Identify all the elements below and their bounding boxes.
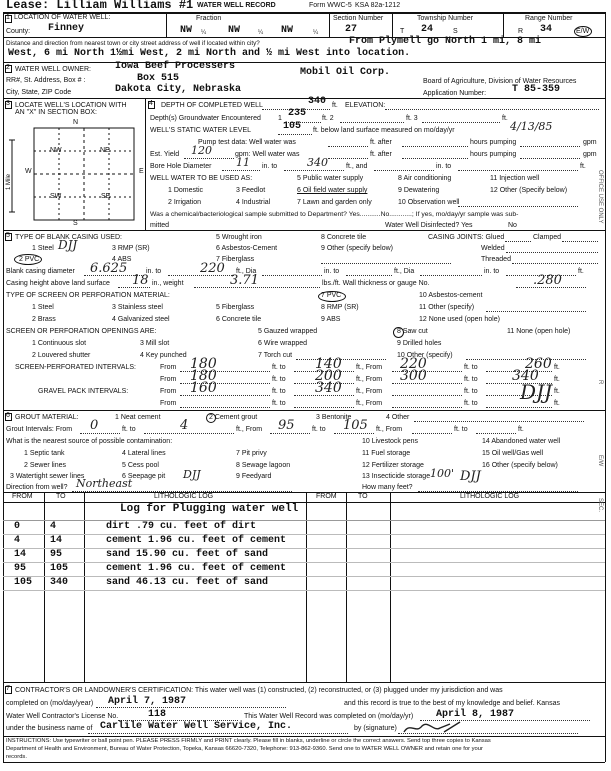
contam-lateral[interactable]: 4 Lateral lines xyxy=(122,450,166,457)
board-label: Board of Agriculture, Division of Water Resources xyxy=(423,78,577,85)
log-litho-header-2: LITHOLOGIC LOG xyxy=(460,493,520,500)
screen-other[interactable]: 11 Other (specify) xyxy=(419,304,475,311)
how-many-label: How many feet? xyxy=(362,484,413,491)
business-label: under the business name of xyxy=(6,725,93,732)
log-row-from: 4 xyxy=(14,535,21,546)
margin-ew: E/W xyxy=(597,455,603,467)
log-row-description: sand 46.13 cu. feet of sand xyxy=(106,577,269,588)
section-1-number: 1 xyxy=(6,14,10,21)
margin-r: R xyxy=(597,380,603,385)
perf-2-to: 200 xyxy=(315,368,342,384)
use-feedlot[interactable]: 3 Feedlot xyxy=(236,187,266,194)
use-industrial[interactable]: 4 Industrial xyxy=(236,199,271,206)
distance-line-2: West, 6 mi North 1½mi West, 2 mi North and ½ mi West into location. xyxy=(8,48,411,59)
contam-livestock[interactable]: 10 Livestock pens xyxy=(362,438,419,445)
openings-label: SCREEN OR PERFORATION OPENINGS ARE: xyxy=(6,328,157,335)
casing-concrete[interactable]: 8 Concrete tile xyxy=(321,234,367,241)
casing-other[interactable]: 9 Other (specify below) xyxy=(321,245,393,252)
casing-rmp[interactable]: 3 RMP (SR) xyxy=(112,245,150,252)
log-litho-header: LITHOLOGIC LOG xyxy=(154,493,214,500)
bore-diameter: 11 xyxy=(236,156,250,169)
section-4-number: 4 xyxy=(149,100,153,107)
gravel-note: DJJ xyxy=(520,380,553,404)
section-number-label: Section Number xyxy=(333,15,384,22)
casing-label: TYPE OF BLANK CASING USED: xyxy=(15,234,122,241)
log-row-from: 0 xyxy=(14,521,21,532)
contam-insecticide[interactable]: 13 Insecticide storage xyxy=(362,473,431,480)
quadrant-se: SE xyxy=(101,193,111,200)
grout-to-2: 105 xyxy=(343,418,368,433)
casing-fiberglass[interactable]: 7 Fiberglass xyxy=(216,256,255,263)
log-row-to: 105 xyxy=(50,563,69,574)
distance-line-1: From Plymell go North 1 mi, 8 mi xyxy=(349,36,542,47)
diameter-value: 6.625 xyxy=(90,261,128,276)
use-injection[interactable]: 11 Injection well xyxy=(490,175,540,182)
casing-wrought[interactable]: 5 Wrought iron xyxy=(216,234,262,241)
log-row-from: 105 xyxy=(14,577,33,588)
county-label: County: xyxy=(6,28,31,35)
location-label: LOCATION OF WATER WELL: xyxy=(14,14,111,21)
distance-label: Distance and direction from nearest town or city street address of well if located within city? xyxy=(6,40,260,47)
opening-wire[interactable]: 6 Wire wrapped xyxy=(258,340,308,347)
opening-louvered[interactable]: 2 Louvered shutter xyxy=(32,352,91,359)
screen-concrete[interactable]: 6 Concrete tile xyxy=(216,316,262,323)
county-value: Finney xyxy=(48,23,85,34)
section-7-number: 7 xyxy=(6,685,10,692)
perf-1-to: 140 xyxy=(315,356,342,372)
section-3-number: 3 xyxy=(6,100,10,107)
log-row-to: 95 xyxy=(50,549,63,560)
log-row-to: 4 xyxy=(50,521,57,532)
use-oil-field[interactable]: 6 Oil field water supply xyxy=(297,187,368,194)
opening-mill[interactable]: 3 Mill slot xyxy=(140,340,170,347)
log-row-description: sand 15.90 cu. feet of sand xyxy=(106,549,269,560)
contam-fuel[interactable]: 11 Fuel storage xyxy=(362,450,411,457)
screen-galvanized[interactable]: 4 Galvanized steel xyxy=(112,316,170,323)
use-domestic[interactable]: 1 Domestic xyxy=(168,187,204,194)
grout-other[interactable]: 4 Other xyxy=(386,414,410,421)
screen-material-label: TYPE OF SCREEN OR PERFORATION MATERIAL: xyxy=(6,292,170,299)
log-row-from: 14 xyxy=(14,549,27,560)
range-label: Range Number xyxy=(525,15,573,22)
use-lawn[interactable]: 7 Lawn and garden only xyxy=(297,199,372,206)
fraction-3: NW xyxy=(281,25,294,36)
use-observation[interactable]: 10 Observation well xyxy=(398,199,460,206)
quadrant-nw: NW xyxy=(50,147,62,154)
compass-s: S xyxy=(73,220,78,227)
distance-feet: 100' xyxy=(430,467,455,480)
township-label: Township Number xyxy=(417,15,474,22)
opening-torch[interactable]: 7 Torch cut xyxy=(258,352,293,359)
perf-1-from: 180 xyxy=(190,356,217,372)
compass-e: E xyxy=(139,168,144,175)
ksa-reference: KSA 82a-1212 xyxy=(355,2,401,9)
opening-continuous[interactable]: 1 Continuous slot xyxy=(32,340,87,347)
screen-stainless[interactable]: 3 Stainless steel xyxy=(112,304,163,311)
direction-label: Direction from well? xyxy=(6,484,68,491)
casing-joints-label: CASING JOINTS: Glued xyxy=(428,234,505,241)
locate-label: LOCATE WELL'S LOCATION WITH xyxy=(15,102,127,109)
log-row-description: dirt .79 cu. feet of dirt xyxy=(106,521,257,532)
owner-name-2: Mobil Oil Corp. xyxy=(300,67,391,78)
log-row-from: 95 xyxy=(14,563,27,574)
casing-abs[interactable]: 4 ABS xyxy=(112,256,132,263)
contam-cess-pool[interactable]: 5 Cess pool xyxy=(122,462,159,469)
grout-bentonite[interactable]: 3 Bentonite xyxy=(316,414,352,421)
perf-2-to-2: 340 xyxy=(512,368,539,384)
contam-lagoon[interactable]: 8 Sewage lagoon xyxy=(236,462,291,469)
groundwater-depth-1: 235 xyxy=(288,108,307,119)
form-number: Form WWC-5 xyxy=(309,2,352,9)
screen-brass[interactable]: 2 Brass xyxy=(32,316,56,323)
perforated-label: SCREEN-PERFORATED INTERVALS: xyxy=(15,364,136,371)
contam-seepage[interactable]: 6 Seepage pit xyxy=(122,473,166,480)
use-dewatering[interactable]: 9 Dewatering xyxy=(398,187,440,194)
instructions-1: INSTRUCTIONS: Use typewriter or ball point pen. PLEASE PRESS FIRMLY and PRINT clearly. Please fill in blanks, underline or circle the correct answers. Send top three copies to Kansas xyxy=(6,738,491,744)
screen-none[interactable]: 12 None used (open hole) xyxy=(419,316,500,323)
business-name: Carlile Water Well Service, Inc. xyxy=(100,721,293,732)
screen-steel[interactable]: 1 Steel xyxy=(32,304,54,311)
grout-cement[interactable]: 2 Cement grout xyxy=(209,414,258,421)
perf-2-from-2: 300 xyxy=(400,368,427,384)
depth-label: DEPTH OF COMPLETED WELL xyxy=(161,102,263,109)
log-from-header: FROM xyxy=(12,493,33,500)
log-row-description: cement 1.96 cu. feet of cement xyxy=(106,535,287,546)
opening-key[interactable]: 4 Key punched xyxy=(140,352,187,359)
static-level-label: WELL'S STATIC WATER LEVEL xyxy=(150,127,252,134)
fraction-1: NW xyxy=(180,25,193,36)
casing-gauge: .280 xyxy=(533,273,562,288)
contam-sewer[interactable]: 2 Sewer lines xyxy=(24,462,67,469)
gravel-1-from: 160 xyxy=(190,380,217,396)
section-number: 27 xyxy=(345,24,358,35)
use-air[interactable]: 8 Air conditioning xyxy=(398,175,452,182)
use-public[interactable]: 5 Public water supply xyxy=(297,175,364,182)
bore-depth: 340 xyxy=(307,156,328,169)
screen-fiberglass[interactable]: 5 Fiberglass xyxy=(216,304,255,311)
seepage-note: DJJ xyxy=(183,468,201,481)
instructions-2: Department of Health and Environment, Bureau of Water Protection, Topeka, Kansas 66620-7320, Telephone: 913-862-9360. Send one to WATER WELL OWNER and retain one for your xyxy=(6,746,483,752)
range-number: 34 xyxy=(540,24,553,35)
completed-date: April 7, 1987 xyxy=(108,696,187,707)
disinfected-label: Water Well Disinfected? Yes xyxy=(385,222,473,229)
form-title: WATER WELL RECORD xyxy=(197,2,276,9)
range-ew: E/W xyxy=(576,28,590,35)
casing-weight: 3.71 xyxy=(230,273,259,288)
fraction-2: NW xyxy=(228,25,241,36)
record-date: April 8, 1987 xyxy=(436,709,515,720)
elevation-label: ELEVATION: xyxy=(345,102,386,109)
use-label: WELL WATER TO BE USED AS: xyxy=(150,175,253,182)
direction-value: Northeast xyxy=(76,477,133,490)
contam-feedyard[interactable]: 9 Feedyard xyxy=(236,473,272,480)
screen-asbestos[interactable]: 10 Asbestos-cement xyxy=(419,292,483,299)
log-from-header-2: FROM xyxy=(316,493,337,500)
signature xyxy=(400,718,520,738)
casing-height-label: Casing height above land surface xyxy=(6,280,110,287)
grout-from-1: 0 xyxy=(90,418,99,433)
yield-value: 120 xyxy=(191,144,212,157)
perf-1-to-2: 260 xyxy=(525,356,552,372)
casing-steel[interactable]: 1 Steel xyxy=(32,245,54,252)
use-other[interactable]: 12 Other (Specify below) xyxy=(490,187,568,194)
distance-note: DJJ xyxy=(460,469,481,484)
license-number: 118 xyxy=(148,709,167,720)
log-title: Log for Plugging water well xyxy=(120,503,299,515)
section-6-number: 6 xyxy=(6,412,10,419)
perf-2-from: 180 xyxy=(190,368,217,384)
instructions-3: records. xyxy=(6,754,27,760)
yield-label: Est. Yield xyxy=(150,151,180,158)
application-number: T 85-359 xyxy=(512,84,561,95)
compass-n: N xyxy=(73,119,79,126)
screen-abs[interactable]: 9 ABS xyxy=(321,316,341,323)
chem-sample-label: Was a chemical/bacteriological sample submitted to Department? Yes...........No............; If yes, mo/day/yr sample was sub- xyxy=(150,211,519,218)
casing-steel-note: DJJ xyxy=(58,238,78,252)
margin-sec: SEC. xyxy=(597,498,603,513)
contam-pit-privy[interactable]: 7 Pit privy xyxy=(236,450,267,457)
grout-from-2: 95 xyxy=(278,418,295,433)
groundwater-label: Depth(s) Groundwater Encountered xyxy=(150,115,261,122)
opening-saw-cut[interactable]: 8 Saw cut xyxy=(397,328,428,335)
opening-none[interactable]: 11 None (open hole) xyxy=(507,328,571,335)
certification-text: CONTRACTOR'S OR LANDOWNER'S CERTIFICATION: This water well was (1) constructed, (2) reconstructed, or (3) plugged under my jurisdiction and was xyxy=(15,687,503,694)
owner-city: Dakota City, Nebraska xyxy=(115,84,242,95)
casing-pvc[interactable]: 2 PVC xyxy=(19,256,40,263)
contam-oil-gas[interactable]: 15 Oil well/Gas well xyxy=(482,450,544,457)
diameter-depth: 220 xyxy=(200,261,225,276)
lease-title: Lease: Lilliam Williams #1 xyxy=(6,0,194,12)
screen-rmp[interactable]: 8 RMP (SR) xyxy=(321,304,359,311)
grout-to-1: 4 xyxy=(180,418,189,433)
quadrant-ne: NE xyxy=(100,147,110,154)
casing-height: 18 xyxy=(132,273,149,288)
log-to-header-2: TO xyxy=(358,493,368,500)
license-label: Water Well Contractor's License No. xyxy=(6,713,119,720)
contam-fertilizer[interactable]: 12 Fertilizer storage xyxy=(362,462,424,469)
township-number: 24 xyxy=(421,24,434,35)
static-level-value: 105 xyxy=(283,121,302,132)
contam-septic[interactable]: 1 Septic tank xyxy=(24,450,65,457)
completed-label: completed on (mo/day/year) xyxy=(6,700,94,707)
log-row-description: cement 1.96 cu. feet of cement xyxy=(106,563,287,574)
static-level-date: 4/13/85 xyxy=(510,120,553,133)
quadrant-sw: SW xyxy=(50,193,62,200)
bore-label: Bore Hole Diameter xyxy=(150,163,212,170)
office-use-label: OFFICE USE ONLY xyxy=(597,170,603,224)
log-row-to: 340 xyxy=(50,577,69,588)
section-5-number: 5 xyxy=(6,232,10,239)
owner-label: WATER WELL OWNER: xyxy=(15,66,91,73)
contam-other[interactable]: 16 Other (specify below) xyxy=(482,462,558,469)
owner-address: Box 515 xyxy=(137,73,180,84)
depth-value: 340 xyxy=(308,96,327,107)
perf-1-from-2: 220 xyxy=(400,356,427,372)
gravel-1-to: 340 xyxy=(315,380,342,396)
screen-pvc[interactable]: 7 PVC xyxy=(321,292,342,299)
grout-label: GROUT MATERIAL: xyxy=(15,414,79,421)
compass-w: W xyxy=(25,168,32,175)
pump-test-label: Pump test data: Well water was xyxy=(198,139,296,146)
log-row-to: 14 xyxy=(50,535,63,546)
fraction-label: Fraction xyxy=(196,15,222,22)
opening-gauzed[interactable]: 5 Gauzed wrapped xyxy=(258,328,318,335)
address-label: RR#, St. Address, Box # : xyxy=(6,77,86,84)
opening-other[interactable]: 10 Other (specify) xyxy=(397,352,453,359)
gravel-label: GRAVEL PACK INTERVALS: xyxy=(38,388,129,395)
log-to-header: TO xyxy=(56,493,66,500)
contamination-label: What is the nearest source of possible contamination: xyxy=(6,438,173,445)
section-2-number: 2 xyxy=(6,64,10,71)
application-label: Application Number: xyxy=(423,90,487,97)
casing-asbestos[interactable]: 6 Asbestos-Cement xyxy=(216,245,278,252)
grout-neat[interactable]: 1 Neat cement xyxy=(115,414,161,421)
mile-label: 1 Mile xyxy=(6,173,12,190)
contam-abandoned[interactable]: 14 Abandoned water well xyxy=(482,438,561,445)
grout-intervals-label: Grout Intervals: From xyxy=(6,426,73,433)
diameter-label: Blank casing diameter xyxy=(6,268,75,275)
use-irrigation[interactable]: 2 Irrigation xyxy=(168,199,202,206)
contam-watertight[interactable]: 3 Watertight sewer lines xyxy=(10,473,85,480)
owner-name: Iowa Beef Processers xyxy=(115,61,236,72)
opening-drilled[interactable]: 9 Drilled holes xyxy=(397,340,442,347)
city-label: City, State, ZIP Code xyxy=(6,89,72,96)
